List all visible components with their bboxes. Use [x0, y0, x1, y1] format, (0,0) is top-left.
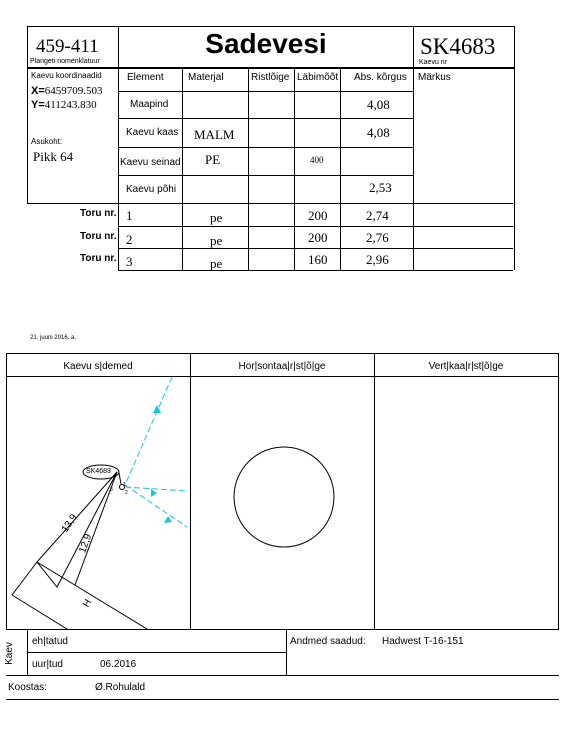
col-header-diameter: Läbimõõt [297, 72, 339, 83]
pipe-material: pe [210, 256, 223, 271]
well-circle [234, 447, 334, 547]
data-source-value: Hadwest T-16-151 [382, 636, 464, 647]
pipe-label: Toru nr. [80, 231, 117, 242]
section-title-horizontal: Hor|sontaa|r|st|õ|ge [238, 361, 326, 372]
data-source-label: Andmed saadud: [290, 636, 366, 647]
pipe-elevation: 2,74 [366, 208, 389, 223]
row-elevation: 2,53 [369, 180, 392, 195]
side-label: Kaev [3, 642, 15, 665]
page-title: Sadevesi [205, 28, 327, 59]
location-label: Asukoht: [31, 137, 63, 146]
survey-date: 06.2016 [100, 659, 137, 670]
pipe-number: 2 [126, 232, 133, 247]
row-element: Kaevu kaas [126, 127, 179, 138]
pipe-num: 3 [110, 487, 113, 493]
status-built: eh|tatud [32, 636, 68, 647]
row-element: Kaevu põhi [126, 184, 177, 195]
well-number: SK4683 [420, 34, 496, 59]
col-header-element: Element [127, 72, 164, 83]
pipe-line-2 [125, 485, 187, 527]
row-elevation: 4,08 [367, 97, 390, 112]
building-mark: H [81, 597, 95, 610]
pipe-num: 1 [123, 482, 126, 488]
well-number-label: Kaevu nr [419, 59, 448, 66]
coords-label: Kaevu koordinaadid [31, 71, 102, 80]
map-sheet-code: 459-411 [36, 36, 99, 57]
dimension-label-2: 12,9 [77, 532, 95, 555]
date-stamp: 21. juuni 2016. a. [30, 335, 77, 341]
row-material: PE [205, 152, 221, 167]
pipe-diameter: 200 [308, 230, 328, 245]
well-tag-label: SK4683 [86, 468, 111, 475]
pipe-elevation: 2,96 [366, 252, 389, 267]
pipe-diameter: 160 [308, 252, 328, 267]
pipe-label: Toru nr. [80, 208, 117, 219]
pipe-line-1 [125, 377, 172, 485]
row-element: Kaevu seinad [120, 157, 181, 168]
flow-arrow [164, 516, 172, 523]
row-elevation: 4,08 [367, 125, 390, 140]
pipe-elevation: 2,76 [366, 230, 389, 245]
map-sheet-label: Plangeti nomenklatuur [30, 58, 100, 65]
pipe-number: 3 [126, 254, 133, 269]
row-diameter: 400 [310, 155, 324, 165]
pipe-material: pe [210, 233, 223, 248]
well-sketch [7, 377, 190, 629]
coord-y: Y=411243.830 [31, 99, 97, 111]
horizontal-section-drawing [191, 377, 374, 629]
col-header-material: Materjal [188, 72, 224, 83]
col-header-note: Märkus [418, 72, 451, 83]
coord-x: X=6459709.503 [31, 85, 103, 97]
col-header-cross-section: Ristlõige [251, 72, 290, 83]
pipe-label: Toru nr. [80, 253, 117, 264]
pipe-number: 1 [126, 208, 133, 223]
location-value: Pikk 64 [33, 149, 74, 164]
pipe-line-3 [125, 487, 187, 491]
author-label: Koostas: [8, 682, 47, 693]
status-surveyed: uur|tud [32, 659, 63, 670]
pipe-diameter: 200 [308, 208, 328, 223]
row-element: Maapind [130, 99, 169, 110]
col-header-elevation: Abs. kõrgus [354, 72, 407, 83]
pipe-material: pe [210, 210, 223, 225]
section-title-sketch: Kaevu s|demed [63, 361, 133, 372]
row-material: MALM [194, 127, 235, 142]
flow-arrow [151, 489, 157, 497]
section-title-vertical: Vert|kaa|r|st|õ|ge [428, 361, 504, 372]
author-value: Ø.Rohulald [95, 682, 146, 693]
dimension-label-1: 13,9 [59, 512, 80, 535]
pipe-num: 2 [125, 490, 128, 496]
